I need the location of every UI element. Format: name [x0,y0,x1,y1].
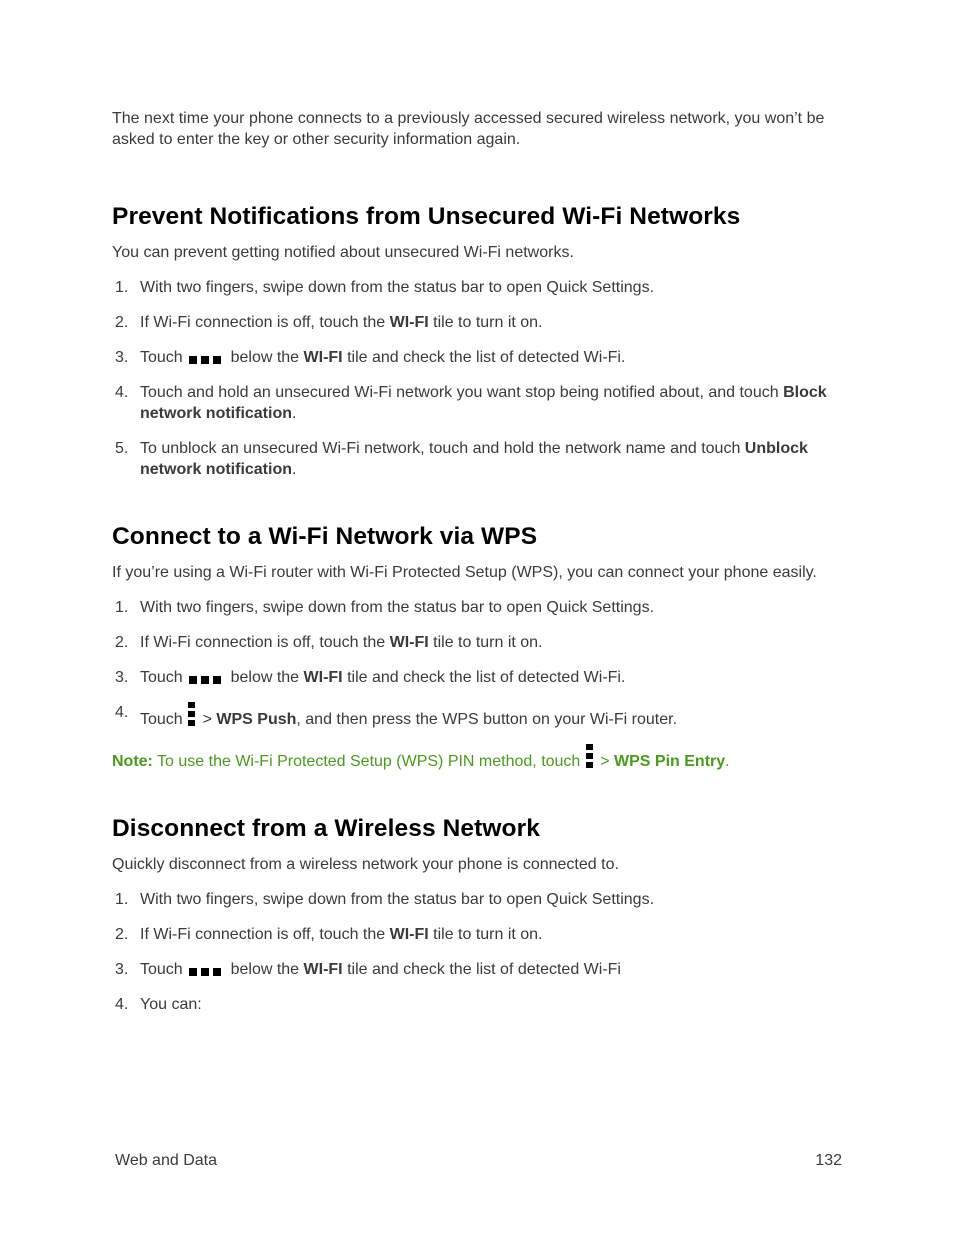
step-bold-term: WI-FI [303,349,343,366]
step-number: 2. [115,926,129,943]
more-vertical-icon [188,702,196,726]
list-item [112,632,846,653]
section-prevent-notifications [112,202,846,480]
more-horizontal-icon [188,671,224,685]
note-paragraph [112,744,846,772]
list-item [112,924,846,945]
list-item [112,382,846,424]
section-disconnect [112,814,846,1015]
step-text: Touch [140,669,188,686]
step-list [112,597,846,730]
section-connect-wps [112,522,846,772]
step-text: tile to turn it on. [428,634,543,651]
note-bold-term: WPS Pin Entry [614,753,726,770]
step-number: 3. [115,669,129,686]
step-number: 1. [115,279,129,296]
step-text: You can: [140,996,202,1013]
list-item [112,994,846,1015]
step-number: 2. [115,634,129,651]
step-text: tile and check the list of detected Wi-Fi. [342,349,626,366]
step-text: below the [226,669,304,686]
section-heading: Disconnect from a Wireless Network [112,815,540,842]
more-horizontal-icon [188,963,224,977]
step-text: With two fingers, swipe down from the status bar to open Quick Settings. [140,599,655,616]
step-bold-term: WI-FI [303,669,343,686]
list-item [112,702,846,730]
footer-section-name: Web and Data [115,1152,217,1169]
step-number: 4. [115,384,129,401]
step-number: 5. [115,440,129,457]
step-bold-term: WI-FI [389,314,429,331]
step-text: tile to turn it on. [428,926,543,943]
section-heading: Prevent Notifications from Unsecured Wi-Fi Networks [112,203,741,230]
list-item [112,889,846,910]
list-item [112,438,846,480]
document-page [112,108,846,1029]
step-text: tile and check the list of detected Wi-Fi [342,961,621,978]
step-bold-term: WI-FI [389,634,429,651]
more-vertical-icon [586,744,594,768]
step-number: 1. [115,891,129,908]
list-item [112,347,846,368]
step-text: With two fingers, swipe down from the status bar to open Quick Settings. [140,279,655,296]
step-bold-term: WI-FI [303,961,343,978]
section-lead: You can prevent getting notified about unsecured Wi-Fi networks. [112,244,574,261]
page-footer [115,1150,842,1171]
list-item [112,277,846,298]
step-text: below the [226,349,304,366]
step-text: Touch [140,711,188,728]
step-list [112,277,846,480]
step-text: > [198,711,217,728]
step-bold-term: Block network notification [140,384,827,422]
section-lead: Quickly disconnect from a wireless network your phone is connected to. [112,856,619,873]
step-bold-term: Unblock network notification [140,440,808,478]
step-number: 4. [115,704,129,721]
step-text: Touch [140,961,188,978]
note-text: . [725,753,730,770]
intro-paragraph: The next time your phone connects to a previously accessed secured wireless network, you won’t be asked to enter the key or other security information again. [112,110,825,148]
step-number: 1. [115,599,129,616]
list-item [112,959,846,980]
section-lead: If you’re using a Wi-Fi router with Wi-Fi Protected Setup (WPS), you can connect your phone easily. [112,564,817,581]
section-heading: Connect to a Wi‑Fi Network via WPS [112,523,538,550]
step-number: 3. [115,349,129,366]
step-bold-term: WI-FI [389,926,429,943]
step-text: If Wi-Fi connection is off, touch the [140,634,390,651]
list-item [112,312,846,333]
page-number: 132 [815,1152,842,1169]
step-text: . [292,461,297,478]
step-text: tile and check the list of detected Wi-Fi. [342,669,626,686]
step-list [112,889,846,1015]
step-text: If Wi-Fi connection is off, touch the [140,926,390,943]
step-bold-term: WPS Push [216,711,297,728]
step-text: below the [226,961,304,978]
step-number: 4. [115,996,129,1013]
step-number: 2. [115,314,129,331]
list-item [112,597,846,618]
step-text: Touch [140,349,188,366]
step-text: To unblock an unsecured Wi‑Fi network, touch and hold the network name and touch [140,440,745,457]
note-text: To use the Wi-Fi Protected Setup (WPS) PIN method, touch [152,753,585,770]
step-text: , and then press the WPS button on your Wi-Fi router. [296,711,678,728]
more-horizontal-icon [188,351,224,365]
step-number: 3. [115,961,129,978]
step-text: . [292,405,297,422]
step-text: If Wi-Fi connection is off, touch the [140,314,390,331]
step-text: Touch and hold an unsecured Wi‑Fi network you want stop being notified about, and touch [140,384,784,401]
note-text: > [595,753,615,770]
note-label: Note: [112,753,153,770]
step-text: With two fingers, swipe down from the status bar to open Quick Settings. [140,891,655,908]
list-item [112,667,846,688]
step-text: tile to turn it on. [428,314,543,331]
